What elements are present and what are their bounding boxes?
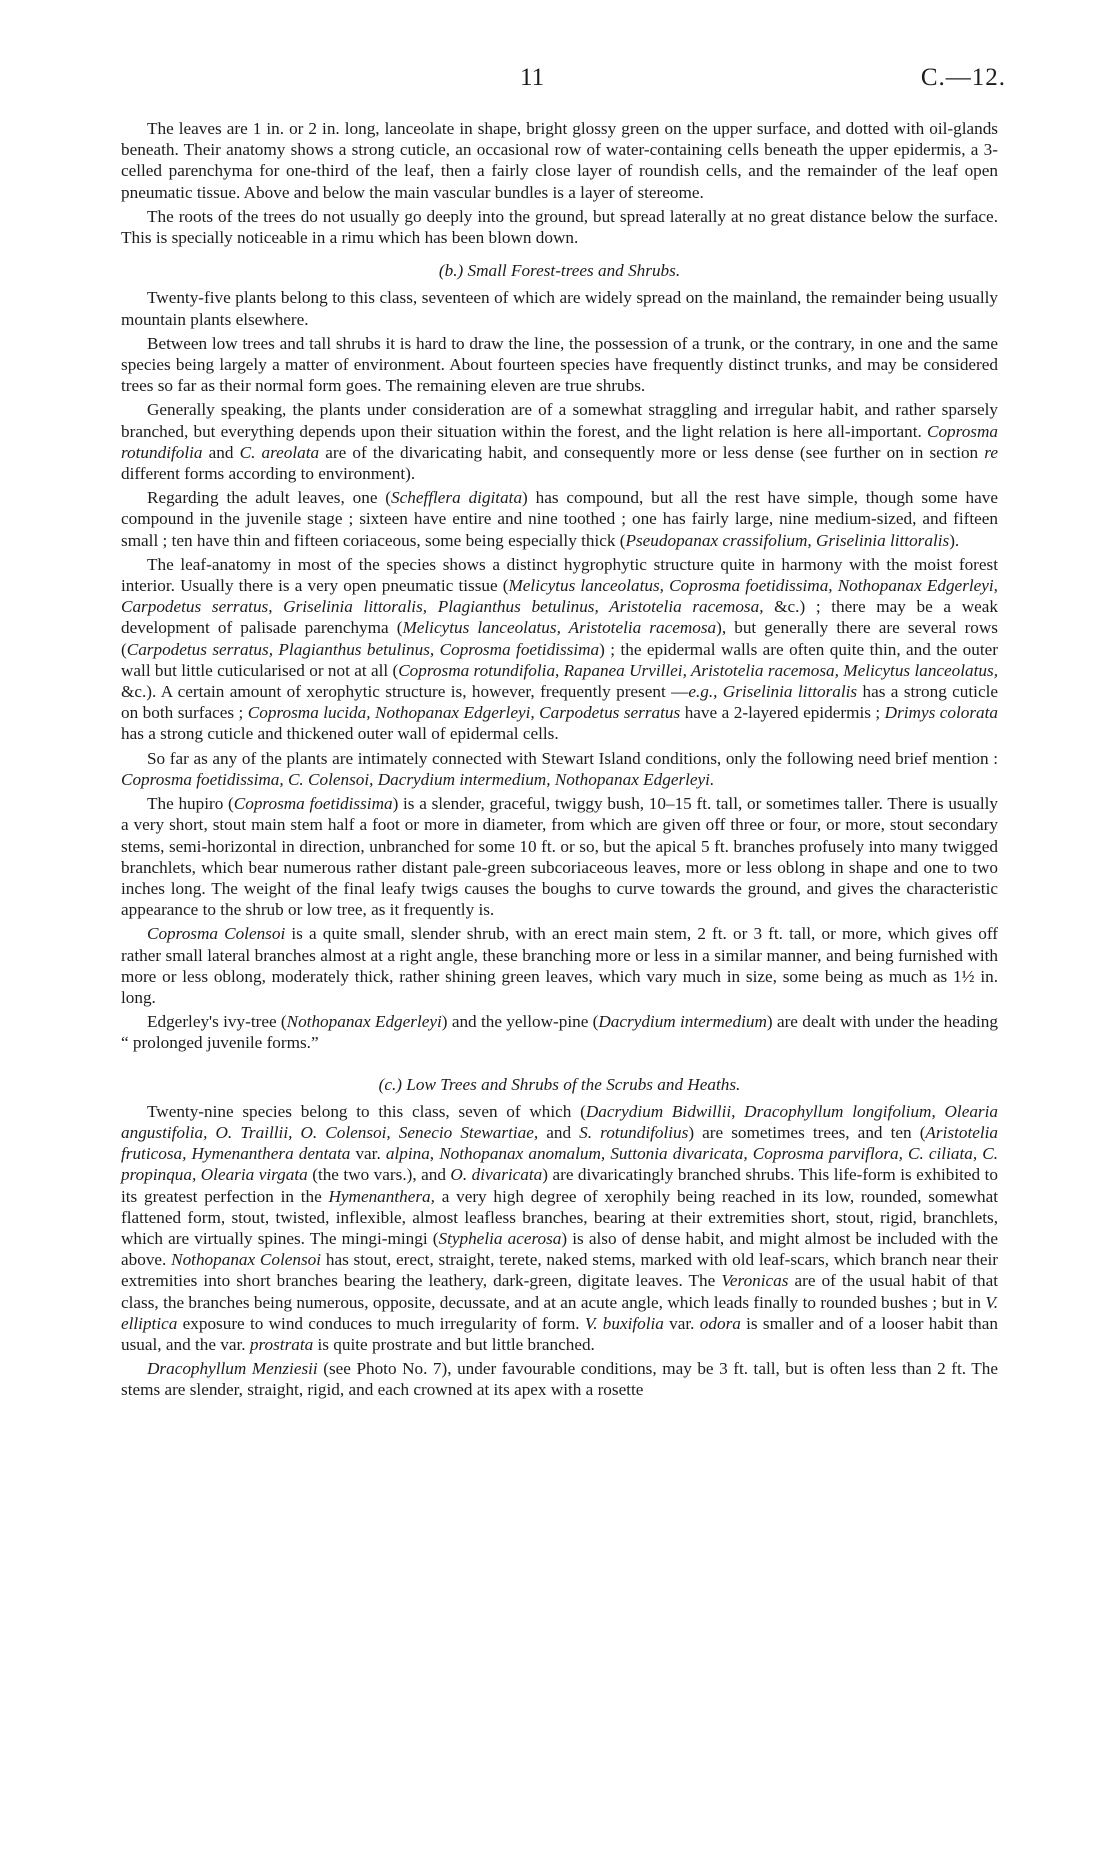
italic-run: odora [699,1313,741,1333]
italic-run: re [984,442,998,462]
italic-run: Coprosma foetidissima, C. Colensoi, Dacrydium intermedium, Nothopanax Edgerleyi. [121,769,715,789]
italic-run: prostrata [249,1334,314,1354]
text-run: ) are divaricatingly branched shrubs. This life-form is exhibited to its greatest perfection in the [121,1165,998,1206]
text-run: var. [663,1313,700,1333]
section-number: (b.) [438,261,464,281]
text-run: and [538,1122,580,1142]
text-run: The roots of the trees do not usually go deeply into the ground, but spread laterally at no great distance below the surface. This is specially noticeable in a rimu which has been blown down. [121,206,998,248]
italic-run: V. buxifolia [584,1313,664,1333]
italic-run: Drimys colorata [884,703,999,723]
text-run: is smaller and of a looser habit than usual, and the var. [121,1313,998,1354]
text-run: ), but generally there are several rows ( [121,618,998,659]
section-heading [121,260,998,281]
text-run: (see Photo No. 7), under favourable conditions, may be 3 ft. tall, but is often less than 2 ft. The stems are slender, straight, rigid, and each crowned at its apex with a rosette [121,1359,998,1400]
text-run: &c.) ; there may be a weak development of palisade parenchyma ( [121,597,998,638]
italic-run: Melicytus lanceolatus, Coprosma foetidissima, Nothopanax Edgerleyi, Carpodetus serratus, Griselinia littoralis, Plagianthus betulinus, Aristotelia racemosa, [121,576,998,617]
text-run: ) is also of dense habit, and might almost be included with the above. [121,1228,998,1270]
text-run: var. [350,1144,386,1164]
text-run: are of the usual habit of that class, the branches being numerous, opposite, decussate, and at an acute angle, which leads finally to rounded bushes ; but in [121,1271,998,1312]
italic-run: Nothopanax Edgerleyi [286,1012,442,1032]
text-run: Twenty-five plants belong to this class, seventeen of which are widely spread on the mainland, the remainder being usually mountain plants elsewhere. [121,288,998,329]
paragraph [121,793,998,920]
italic-run: Aristotelia fruticosa, Hymenanthera dentata [121,1122,998,1164]
text-run: are of the divaricating habit, and consequently more or less dense (see further on in section [319,442,985,462]
text-run: The hupiro ( [147,794,234,814]
italic-run: Coprosma lucida, Nothopanax Edgerleyi, Carpodetus serratus [247,703,681,723]
italic-run: S. rotundifolius [579,1122,689,1142]
italic-run: Nothopanax Colensoi [171,1250,322,1270]
text-run: is a quite small, slender shrub, with an erect main stem, 2 ft. or 3 ft. tall, or more, which gives off rather small lateral branches almost at a right angle, these branching more or less in a similar manner, and being furnished with more or less oblong, moderately thick, rather shining green leaves, which vary much in size, some being as much as 1½ in. long. [121,924,998,1007]
text-run: and [202,442,240,462]
italic-run: Schefflera digitata [391,488,523,508]
italic-run: Styphelia acerosa [438,1228,562,1248]
section-heading [121,1074,998,1095]
text-run: is quite prostrate and but little branched. [313,1334,595,1354]
paragraph [121,1011,998,1053]
text-run: The leaf-anatomy in most of the species shows a distinct hygrophytic structure quite in harmony with the moist forest interior. Usually there is a very open pneumatic tissue ( [121,554,998,596]
paragraph [121,1358,998,1400]
text-run: has a strong cuticle and thickened outer wall of epidermal cells. [121,724,559,744]
text-run: ) ; the epidermal walls are often quite thin, and the outer wall but little cuticularised or not at all ( [121,639,998,680]
text-run: So far as any of the plants are intimately connected with Stewart Island conditions, only the following need brief mention : [147,748,998,768]
text-run: &c.). A certain amount of xerophytic structure is, however, frequently present — [121,682,689,702]
italic-run: Coprosma foetidissima [233,794,393,814]
paragraph [121,206,998,248]
italic-run: Coprosma Colensoi [147,924,286,944]
italic-run: Coprosma rotundifolia, Rapanea Urvillei, Aristotelia racemosa, Melicytus lanceolatus, [398,660,998,680]
paragraph [121,487,998,551]
text-run: ) has compound, but all the rest have simple, though some have compound in the juvenile stage ; sixteen have entire and nine toothed ; one has fairly large, nine medium-sized, and fifteen small ; ten have thin and fifteen coriaceous, some being especially thick ( [121,488,998,550]
italic-run: C. areolata [239,442,320,462]
paragraph [121,399,998,484]
text-run: ) and the yellow-pine ( [441,1012,599,1032]
italic-run: O. divaricata [450,1165,543,1185]
italic-run: Hymenanthera, [328,1186,435,1206]
text-run: exposure to wind conduces to much irregularity of form. [177,1313,585,1333]
italic-run: Dacrydium intermedium [598,1012,767,1032]
italic-run: Carpodetus serratus, Plagianthus betulinus, Coprosma foetidissima [126,639,600,659]
text-run: has a strong cuticle on both surfaces ; [121,682,998,723]
italic-run: Veronicas [721,1271,789,1291]
page-header [0,64,1114,96]
text-run: (the two vars.), and [307,1165,451,1185]
paragraph [121,287,998,329]
text-run: ). [949,530,960,550]
paragraph [121,923,998,1008]
text-run: different forms according to environment). [121,464,416,484]
text-run: ) is a slender, graceful, twiggy bush, 10–15 ft. tall, or sometimes taller. There is usually a very short, stout main stem half a foot or more in diameter, from which are given off three or four, or more, stout secondary stems, semi-horizontal in direction, unbranched for some 10 ft. or so, but the apical 5 ft. branches profusely into many twigged branchlets, which bear numerous rather distant pale-green subcoriaceous leaves, more or less oblong in shape and one to two inches long. The weight of the final leafy twigs causes the boughs to curve towards the ground, and gives the characteristic appearance to the shrub or low tree, as it frequently is. [121,794,998,920]
page-number: 11 [520,64,545,91]
section-title: Small Forest-trees and Shrubs. [467,261,681,281]
paragraph [121,118,998,203]
text-run: The leaves are 1 in. or 2 in. long, lanceolate in shape, bright glossy green on the upper surface, and dotted with oil-glands beneath. Their anatomy shows a strong cuticle, an occasional row of water-containing cells beneath the upper epidermis, a 3-celled parenchyma for one-third of the leaf, then a fairly close layer of roundish cells, and the remainder of the leaf open pneumatic tissue. Above and below the main vascular bundles is a layer of stereome. [121,119,998,202]
document-code: C.—12. [920,64,1006,91]
section-number: (c.) [378,1074,402,1094]
text-run: Between low trees and tall shrubs it is hard to draw the line, the possession of a trunk, or the contrary, in one and the same species being largely a matter of environment. About fourteen species have frequently distinct trunks, and may be considered trees so far as their normal form goes. The remaining eleven are true shrubs. [121,333,998,396]
italic-run: Dracophyllum Menziesii [147,1359,318,1379]
text-run: have a 2-layered epidermis ; [680,703,885,723]
text-run: Generally speaking, the plants under consideration are of a somewhat straggling and irregular habit, and rather sparsely branched, but everything depends upon their situation within the forest, and the light relation is here all-important. [121,400,998,441]
text-run: ) are sometimes trees, and ten ( [688,1122,926,1142]
italic-run: Pseudopanax crassifolium, Griselinia littoralis [625,530,950,550]
body-text [121,118,998,1404]
text-run: Regarding the adult leaves, one ( [147,488,392,508]
paragraph [121,554,998,745]
paragraph [121,333,998,397]
section-title: Low Trees and Shrubs of the Scrubs and Heaths. [406,1074,741,1094]
text-run: Edgerley's ivy-tree ( [147,1012,287,1032]
italic-run: Dacrydium Bidwillii, Dracophyllum longifolium, Olearia angustifolia, O. Traillii, O. Colensoi, Senecio Stewartiae, [121,1101,998,1142]
text-run: a very high degree of xerophily being reached in its low, rounded, somewhat flattened form, stout, twisted, inflexible, almost leafless branches, bearing at their extremities short, stout, rigid, branchlets, which are virtually spines. The mingi-mingi ( [121,1186,998,1248]
paragraph [121,1101,998,1355]
italic-run: Coprosma rotundifolia [121,421,998,462]
paragraph [121,748,998,790]
text-run: ) are dealt with under the heading “ prolonged juvenile forms.” [121,1012,998,1053]
italic-run: e.g., Griselinia littoralis [688,682,858,702]
italic-run: Melicytus lanceolatus, Aristotelia racemosa [402,618,717,638]
italic-run: alpina, Nothopanax anomalum, Suttonia divaricata, Coprosma parviflora, C. ciliata, C. propinqua, Olearia virgata [121,1144,998,1185]
text-run: has stout, erect, straight, terete, naked stems, marked with old leaf-scars, which branch near their extremities into short branches bearing the leathery, dark-green, digitate leaves. The [121,1250,999,1291]
text-run: Twenty-nine species belong to this class, seven of which ( [147,1101,586,1121]
italic-run: V. elliptica [121,1292,998,1333]
